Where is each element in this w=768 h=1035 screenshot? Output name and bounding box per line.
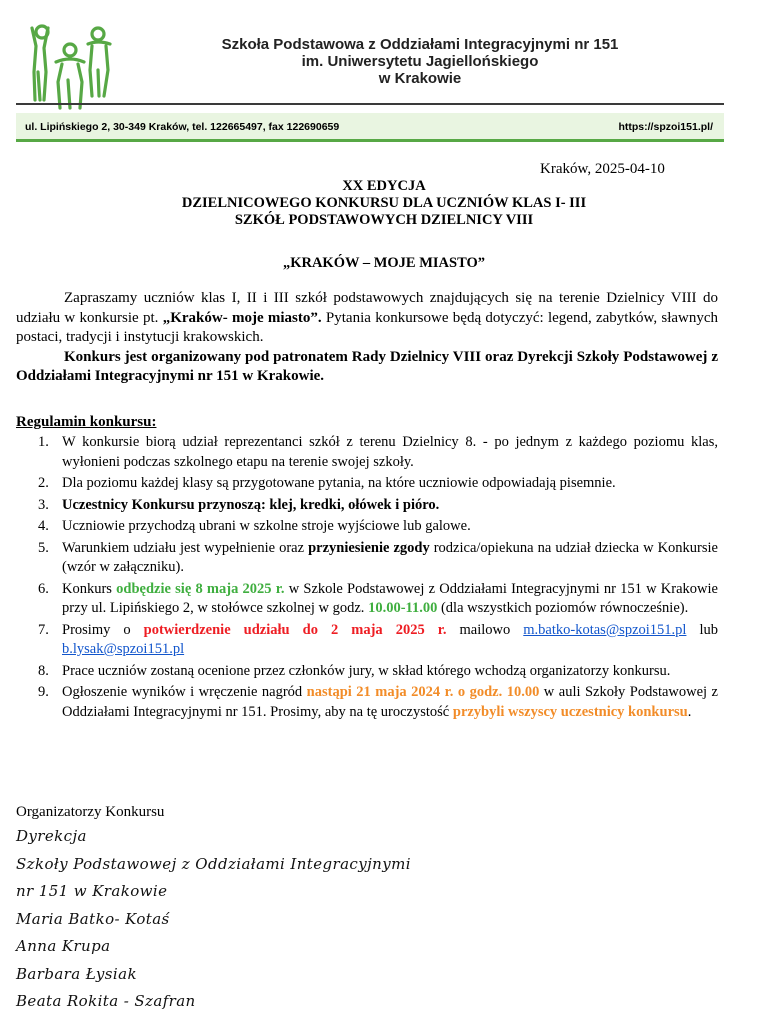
rule-item — [16, 621, 718, 660]
rule-number: 5. — [38, 539, 49, 556]
intro-paragraph-1 — [16, 289, 718, 348]
rule-text: Uczniowie przychodzą ubrani w szkolne stroje wyjściowe lub galowe. — [62, 518, 471, 534]
rules-list — [16, 433, 718, 724]
intro-paragraph-2 — [16, 348, 718, 387]
organizers-heading: Organizatorzy Konkursu — [16, 804, 165, 820]
school-logo-icon — [26, 20, 116, 115]
rule-item — [16, 683, 718, 722]
rule-item — [16, 496, 718, 516]
regulamin-heading: Regulamin konkursu: — [16, 414, 157, 430]
rule-text: Prosimy o — [62, 621, 144, 638]
rule-number: 6. — [38, 580, 49, 597]
rule-number: 3. — [38, 496, 49, 513]
rule-text: Konkurs — [62, 580, 117, 597]
rule-number: 8. — [38, 662, 49, 679]
rule-text: w Szkole Podstawowej z Oddziałami Integracyjnymi nr 151 w Krakowie przy ul. Lipińskiego 2, w stołówce szkolnej w godz. — [62, 580, 718, 616]
rule-item — [16, 580, 718, 619]
edition-heading — [0, 178, 768, 229]
rule-item — [16, 474, 718, 494]
email-link-batko[interactable]: m.batko-kotas@spzoi151.pl — [523, 621, 687, 638]
email-link-lysak[interactable]: b.lysak@spzoi151.pl — [62, 641, 185, 657]
school-address: ul. Lipińskiego 2, 30-349 Kraków, tel. 122665497, fax 122690659 — [25, 121, 340, 133]
rule-text: Warunkiem udziału jest wypełnienie oraz — [62, 539, 309, 556]
signature-line: Beata Rokita - Szafran — [16, 992, 196, 1010]
signature-line: Barbara Łysiak — [16, 964, 137, 983]
document-date: Kraków, 2025-04-10 — [540, 161, 665, 177]
rule-text: lub — [686, 621, 718, 638]
rule-number: 4. — [38, 518, 49, 534]
rule-text-bold: przyniesienie zgody — [308, 539, 430, 556]
rule-item — [16, 539, 718, 578]
results-date-highlight: nastąpi 21 maja 2024 r. o godz. 10.00 — [306, 684, 540, 700]
signature-line: Anna Krupa — [16, 937, 111, 955]
rule-text: W konkursie biorą udział reprezentanci szkół z terenu Dzielnicy 8. - po jednym z każdego poziomu klas, wyłonieni podczas szkolnego etapu na terenie swojej szkoły. — [62, 434, 718, 470]
contest-title: „KRAKÓW – MOJE MIASTO” — [282, 255, 486, 271]
rule-text: Prace uczniów zostaną ocenione przez członków jury, w skład którego wchodzą organizatorzy konkursu. — [62, 662, 671, 679]
school-url-link[interactable]: https://spzoi151.pl/ — [618, 121, 713, 133]
signature-line: nr 151 w Krakowie — [16, 882, 168, 900]
signature-line: Maria Batko- Kotaś — [16, 909, 170, 928]
rule-item — [16, 517, 718, 537]
contest-time-highlight: 10.00-11.00 — [368, 600, 438, 616]
confirmation-deadline-highlight: potwierdzenie udziału do 2 maja 2025 r. — [143, 621, 447, 638]
header-divider — [16, 103, 724, 105]
rule-text: (dla wszystkich poziomów równocześnie). — [437, 600, 689, 616]
rule-number: 1. — [38, 434, 49, 450]
edition-line-1: XX EDYCJA — [342, 178, 426, 194]
intro-text: Zapraszamy uczniów klas I, II i III szkół podstawowych znajdujących się na terenie Dzielnicy VIII do udziału w konkursie pt. — [16, 290, 718, 326]
rule-text: Ogłoszenie wyników i wręczenie nagród — [62, 684, 307, 700]
signature-line: Szkoły Podstawowej z Oddziałami Integracyjnymi — [16, 854, 411, 873]
rule-item — [16, 662, 718, 682]
intro-text: Pytania konkursowe będą dotyczyć: legend, zabytków, sławnych postaci, tradycji i instytucji krakowskich. — [16, 309, 719, 345]
rule-text: w auli Szkoły Podstawowej z Oddziałami Integracyjnymi nr 151. Prosimy, aby na tę uroczystość — [62, 684, 718, 720]
school-name-line-3: w Krakowie — [378, 70, 462, 87]
contact-bar — [16, 113, 724, 142]
edition-line-2: DZIELNICOWEGO KONKURSU DLA UCZNIÓW KLAS I- III — [181, 195, 587, 211]
intro-contest-name: „Kraków- moje miasto”. — [162, 309, 322, 326]
rule-number: 9. — [38, 684, 49, 700]
school-name — [160, 36, 680, 87]
school-name-line-2: im. Uniwersytetu Jagiellońskiego — [301, 53, 539, 70]
signature-line: Dyrekcja — [16, 827, 87, 845]
rule-text: Dla poziomu każdej klasy są przygotowane pytania, na które uczniowie odpowiadają pisemnie. — [62, 475, 616, 491]
rule-text-bold: Uczestnicy Konkursu przynoszą: klej, kredki, ołówek i pióro. — [62, 496, 440, 513]
school-name-line-1: Szkoła Podstawowa z Oddziałami Integracyjnymi nr 151 — [221, 36, 619, 53]
rule-text: mailowo — [446, 621, 524, 638]
rule-text: . — [687, 703, 692, 720]
rule-item — [16, 433, 718, 472]
rule-number: 2. — [38, 475, 49, 491]
attendance-highlight: przybyli wszyscy uczestnicy konkursu — [452, 703, 688, 720]
patronage-text: Konkurs jest organizowany pod patronatem Rady Dzielnicy VIII oraz Dyrekcji Szkoły Podstawowej z Oddziałami Integracyjnymi nr 151 w Krakowie. — [16, 348, 718, 384]
rule-text: rodzica/opiekuna na udział dziecka w Konkursie (wzór w załączniku). — [62, 539, 718, 575]
edition-line-3: SZKÓŁ PODSTAWOWYCH DZIELNICY VIII — [234, 212, 534, 228]
intro-section — [16, 289, 718, 387]
organizers-signatures — [16, 823, 411, 1016]
contest-date-highlight: odbędzie się 8 maja 2025 r. — [116, 580, 285, 597]
rule-number: 7. — [38, 621, 49, 638]
